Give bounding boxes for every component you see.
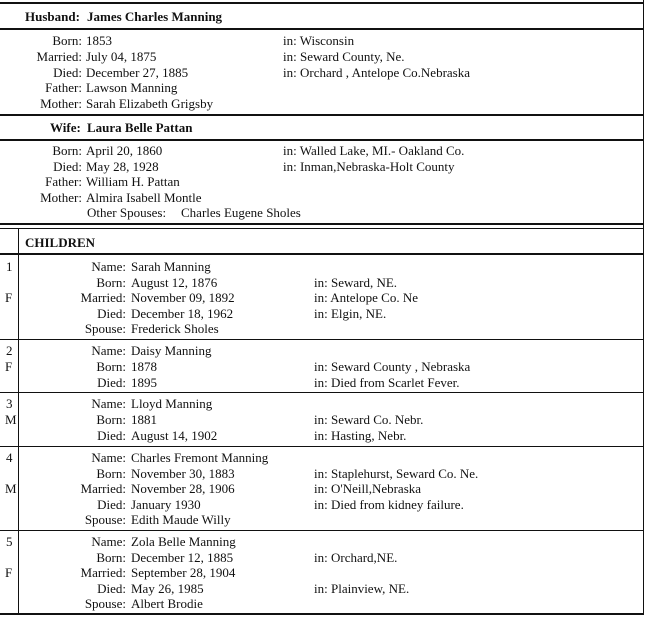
fact-value: Charles Fremont Manning: [131, 450, 269, 465]
fact-place: in: Hasting, Nebr.: [314, 428, 407, 443]
fact-value: 1895: [131, 375, 157, 390]
fact-value: November 30, 1883: [131, 465, 235, 481]
fact-label: Born:: [96, 465, 126, 481]
fact-label: Married:: [36, 48, 82, 64]
child-number: 3: [6, 396, 13, 411]
fact-value: September 28, 1904: [131, 565, 236, 581]
fact-value: 1853: [86, 33, 112, 48]
fact-label: Name:: [91, 450, 126, 465]
fact-value: August 12, 1876: [131, 274, 218, 290]
fact-label: Died:: [97, 428, 126, 443]
fact-label: Name:: [91, 396, 126, 411]
child-sex: F: [5, 359, 13, 374]
fact-label: Born:: [96, 274, 126, 290]
fact-label: Died:: [97, 496, 126, 512]
child-number: 2: [6, 343, 13, 358]
wife-top-rule: [0, 114, 644, 116]
child-sex: M: [5, 481, 17, 497]
fact-value: Sarah Elizabeth Grigsby: [86, 96, 214, 112]
fact-value: May 26, 1985: [131, 580, 204, 596]
fact-value: Almira Isabell Montle: [86, 189, 202, 205]
fact-label: Born:: [96, 359, 126, 374]
fact-label: Father:: [45, 80, 82, 96]
fact-place: in: Elgin, NE.: [314, 305, 387, 321]
children-number-column-rule: [18, 228, 19, 614]
children-heading: CHILDREN: [25, 235, 96, 250]
fact-place: in: Seward County, Ne.: [283, 48, 405, 64]
fact-label: Born:: [96, 412, 126, 427]
fact-place: in: Orchard,NE.: [314, 549, 398, 565]
wife-heading: Wife:: [50, 120, 81, 135]
fact-value: August 14, 1902: [131, 428, 218, 443]
children-top-rule: [0, 223, 644, 225]
top-rule: [0, 2, 644, 4]
fact-label: Mother:: [40, 189, 82, 205]
fact-label: Died:: [53, 64, 82, 80]
fact-value: December 18, 1962: [131, 305, 234, 321]
fact-label: Married:: [80, 290, 126, 306]
fact-label: Name:: [91, 343, 126, 358]
fact-value: Albert Brodie: [131, 596, 203, 612]
fact-place: in: Walled Lake, MI.- Oakland Co.: [283, 143, 465, 158]
fact-value: William H. Pattan: [86, 174, 180, 190]
fact-place: in: Antelope Co. Ne: [314, 290, 418, 306]
child-sex: F: [5, 565, 13, 581]
fact-value: July 04, 1875: [86, 48, 157, 64]
child-number: 1: [6, 259, 13, 274]
fact-place: in: Seward, NE.: [314, 274, 398, 290]
fact-place: in: Staplehurst, Seward Co. Ne.: [314, 465, 479, 481]
fact-value: December 12, 1885: [131, 549, 234, 565]
fact-place: in: Died from kidney failure.: [314, 496, 464, 512]
fact-place: in: O'Neill,Nebraska: [314, 481, 422, 497]
right-border: [643, 0, 644, 614]
child-divider: [0, 339, 644, 340]
fact-label: Name:: [91, 534, 126, 549]
fact-value: November 28, 1906: [131, 481, 235, 497]
fact-value: Frederick Sholes: [131, 321, 219, 337]
bottom-rule: [0, 613, 644, 615]
fact-value: April 20, 1860: [86, 143, 163, 158]
fact-label: Married:: [80, 481, 126, 497]
fact-label: Name:: [91, 259, 126, 274]
child-number: 4: [6, 450, 13, 465]
fact-value: Lawson Manning: [86, 80, 178, 96]
fact-value: Lloyd Manning: [131, 396, 213, 411]
other-spouses-label: Other Spouses:: [87, 205, 167, 220]
fact-value: Edith Maude Willy: [131, 512, 231, 528]
child-sex: F: [5, 290, 13, 306]
fact-place: in: Plainview, NE.: [314, 580, 410, 596]
fact-value: Sarah Manning: [131, 259, 211, 274]
fact-value: December 27, 1885: [86, 64, 189, 80]
fact-label: Died:: [53, 158, 82, 174]
fact-value: 1878: [131, 359, 157, 374]
fact-label: Father:: [45, 174, 82, 190]
fact-place: in: Inman,Nebraska-Holt County: [283, 158, 455, 174]
fact-label: Spouse:: [84, 512, 126, 528]
child-divider: [0, 530, 644, 531]
fact-place: in: Seward Co. Nebr.: [314, 412, 424, 427]
fact-label: Died:: [97, 305, 126, 321]
fact-label: Died:: [97, 375, 126, 390]
fact-value: May 28, 1928: [86, 158, 159, 174]
fact-place: in: Wisconsin: [283, 33, 355, 48]
wife-rule: [0, 139, 644, 141]
fact-value: November 09, 1892: [131, 290, 235, 306]
child-divider: [0, 446, 644, 447]
fact-value: Zola Belle Manning: [131, 534, 236, 549]
fact-label: Born:: [96, 549, 126, 565]
fact-value: Daisy Manning: [131, 343, 212, 358]
fact-value: January 1930: [131, 496, 201, 512]
husband-name: James Charles Manning: [87, 9, 223, 24]
wife-name: Laura Belle Pattan: [87, 120, 193, 135]
child-number: 5: [6, 534, 13, 549]
other-spouses-value: Charles Eugene Sholes: [181, 205, 301, 220]
fact-value: 1881: [131, 412, 157, 427]
fact-label: Died:: [97, 580, 126, 596]
fact-place: in: Orchard , Antelope Co.Nebraska: [283, 64, 471, 80]
fact-place: in: Died from Scarlet Fever.: [314, 375, 460, 390]
fact-label: Married:: [80, 565, 126, 581]
fact-label: Mother:: [40, 96, 82, 112]
children-heading-rule: [0, 253, 644, 255]
children-double-rule: [0, 228, 644, 229]
child-sex: M: [5, 412, 17, 427]
fact-label: Born:: [52, 33, 82, 48]
husband-heading: Husband:: [25, 9, 80, 24]
child-divider: [0, 392, 644, 393]
fact-label: Born:: [52, 143, 82, 158]
husband-rule: [0, 28, 644, 30]
fact-label: Spouse:: [84, 321, 126, 337]
fact-label: Spouse:: [84, 596, 126, 612]
fact-place: in: Seward County , Nebraska: [314, 359, 471, 374]
